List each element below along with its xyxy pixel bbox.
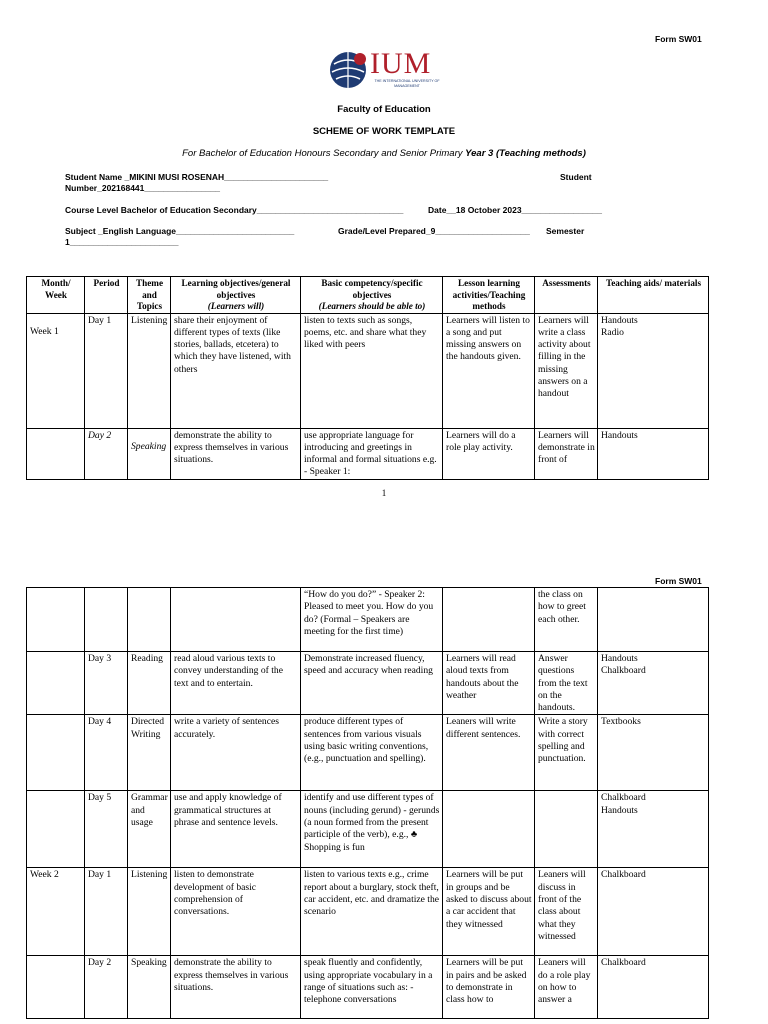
- cell-theme: [128, 588, 171, 652]
- header-period: Period: [85, 277, 128, 314]
- header-activities: Lesson learning activities/Teaching methods: [443, 277, 535, 314]
- table-row: [27, 428, 709, 479]
- header-aids: Teaching aids/ materials: [598, 277, 709, 314]
- cell-activities: Learners will listen to a song and put missing answers on the handouts given.: [443, 313, 535, 428]
- semester-value: 1_______________________: [65, 237, 179, 247]
- student-number-line: Number_202168441________________: [65, 183, 221, 193]
- logo-subtext: THE INTERNATIONAL UNIVERSITY OF MANAGEMENT: [374, 79, 440, 88]
- cell-theme: Directed Writing: [128, 715, 171, 791]
- cell-period: Day 2: [85, 428, 128, 479]
- cell-aids: Chalkboard: [598, 956, 709, 1019]
- cell-week: Week 2: [27, 868, 85, 956]
- cell-period: Day 3: [85, 652, 128, 715]
- semester-label: Semester: [546, 226, 585, 236]
- cell-activities: Leaners will write different sentences.: [443, 715, 535, 791]
- cell-activities: Learners will read aloud texts from handouts about the weather: [443, 652, 535, 715]
- cell-period: Day 1: [85, 313, 128, 428]
- cell-aids: Handouts Radio: [598, 313, 709, 428]
- cell-theme: Grammar and usage: [128, 791, 171, 868]
- cell-objectives: demonstrate the ability to express themselves in various situations.: [171, 956, 301, 1019]
- header-competency: [301, 277, 443, 314]
- cell-objectives: [171, 588, 301, 652]
- cell-week: [27, 588, 85, 652]
- cell-assessments: Leaners will discuss in front of the class about what they witnessed: [535, 868, 598, 956]
- programme-year: Year 3 (Teaching methods): [465, 148, 586, 159]
- table-row: [27, 791, 709, 868]
- header-comp-text: Basic competency/specific objectives: [321, 278, 423, 300]
- page-number: 1: [381, 488, 387, 498]
- header-lo-sub: (Learners will): [207, 301, 265, 311]
- header-theme: Theme and Topics: [128, 277, 171, 314]
- table-row: [27, 715, 709, 791]
- programme-line: [0, 148, 768, 159]
- template-title: SCHEME OF WORK TEMPLATE: [312, 126, 456, 137]
- form-id-page2: Form SW01: [655, 576, 702, 586]
- cell-week: Week 1: [27, 313, 85, 428]
- header-lo-text: Learning objectives/general objectives: [181, 278, 291, 300]
- date-line: Date__18 October 2023_________________: [428, 205, 602, 215]
- table-row: [27, 956, 709, 1019]
- cell-assessments: Leaners will do a role play on how to answer a: [535, 956, 598, 1019]
- cell-assessments: Write a story with correct spelling and punctuation.: [535, 715, 598, 791]
- header-assessments: Assessments: [535, 277, 598, 314]
- student-label: Student: [560, 172, 592, 182]
- cell-competency: “How do you do?” - Speaker 2: Pleased to meet you. How do you do? (Formal – Speakers are meeting for the first time): [301, 588, 443, 652]
- student-name-line: Student Name _MIKINI MUSI ROSENAH______________________: [65, 172, 329, 182]
- cell-aids: Handouts: [598, 428, 709, 479]
- cell-activities: Learners will be put in groups and be asked to discuss about a car accident that they witnessed: [443, 868, 535, 956]
- cell-aids: Textbooks: [598, 715, 709, 791]
- cell-competency: use appropriate language for introducing and greetings in informal and formal situations e.g. - Speaker 1:: [301, 428, 443, 479]
- header-month-week: Month/ Week: [27, 277, 85, 314]
- cell-theme: Speaking: [128, 428, 171, 479]
- cell-activities: [443, 588, 535, 652]
- scheme-table-page2: [26, 587, 709, 1019]
- cell-week: [27, 956, 85, 1019]
- cell-aids: Chalkboard Handouts: [598, 791, 709, 868]
- cell-aids: [598, 588, 709, 652]
- cell-competency: produce different types of sentences from various visuals using basic writing conventions, (e.g., punctuation and spelling).: [301, 715, 443, 791]
- cell-aids: Handouts Chalkboard: [598, 652, 709, 715]
- cell-activities: Learners will do a role play activity.: [443, 428, 535, 479]
- table-header-row: [27, 277, 709, 314]
- logo-wordmark: IUM: [370, 47, 432, 80]
- header-learning-objectives: [171, 277, 301, 314]
- faculty-title: Faculty of Education: [337, 104, 431, 115]
- course-line: Course Level Bachelor of Education Secondary_______________________________: [65, 205, 404, 215]
- table-row: [27, 652, 709, 715]
- cell-activities: Learners will be put in pairs and be asked to demonstrate in class how to: [443, 956, 535, 1019]
- cell-period: Day 1: [85, 868, 128, 956]
- cell-theme: Listening: [128, 868, 171, 956]
- cell-assessments: the class on how to greet each other.: [535, 588, 598, 652]
- form-id: Form SW01: [655, 34, 702, 44]
- cell-objectives: demonstrate the ability to express themselves in various situations.: [171, 428, 301, 479]
- programme-prefix: For Bachelor of Education Honours Secondary and Senior Primary: [182, 148, 466, 159]
- header-comp-sub: (Learners should be able to): [318, 301, 426, 311]
- cell-assessments: [535, 791, 598, 868]
- cell-period: [85, 588, 128, 652]
- cell-theme: Listening: [128, 313, 171, 428]
- cell-period: Day 2: [85, 956, 128, 1019]
- cell-week: [27, 652, 85, 715]
- scheme-table-page1: [26, 276, 709, 480]
- cell-week: [27, 791, 85, 868]
- cell-aids: Chalkboard: [598, 868, 709, 956]
- table-row: [27, 868, 709, 956]
- cell-theme: Speaking: [128, 956, 171, 1019]
- table-row: [27, 588, 709, 652]
- cell-week: [27, 428, 85, 479]
- cell-competency: identify and use different types of nouns (including gerund) - gerunds (a noun formed from the present participle of the verb), e.g., ♣ Shopping is fun: [301, 791, 443, 868]
- cell-objectives: listen to demonstrate development of basic comprehension of conversations.: [171, 868, 301, 956]
- cell-competency: speak fluently and confidently, using appropriate vocabulary in a range of situations such as: - telephone conversations: [301, 956, 443, 1019]
- cell-competency: listen to various texts e.g., crime report about a burglary, stock theft, car accident, etc. and dramatize the scenario: [301, 868, 443, 956]
- cell-objectives: share their enjoyment of different types of texts (like stories, ballads, etcetera) to which they have listened, with others: [171, 313, 301, 428]
- cell-period: Day 4: [85, 715, 128, 791]
- cell-objectives: use and apply knowledge of grammatical structures at phrase and sentence levels.: [171, 791, 301, 868]
- cell-objectives: read aloud various texts to convey understanding of the text and to entertain.: [171, 652, 301, 715]
- cell-theme: Reading: [128, 652, 171, 715]
- subject-line: Subject _English Language_________________________: [65, 226, 295, 236]
- university-logo: [326, 46, 444, 94]
- cell-period: Day 5: [85, 791, 128, 868]
- cell-assessments: Answer questions from the text on the handouts.: [535, 652, 598, 715]
- cell-objectives: write a variety of sentences accurately.: [171, 715, 301, 791]
- cell-competency: Demonstrate increased fluency, speed and accuracy when reading: [301, 652, 443, 715]
- cell-week: [27, 715, 85, 791]
- cell-competency: listen to texts such as songs, poems, etc. and share what they liked with peers: [301, 313, 443, 428]
- cell-assessments: Learners will demonstrate in front of: [535, 428, 598, 479]
- cell-assessments: Learners will write a class activity about filling in the missing answers on a handout: [535, 313, 598, 428]
- table-row: [27, 313, 709, 428]
- cell-activities: [443, 791, 535, 868]
- grade-line: Grade/Level Prepared_9____________________: [338, 226, 530, 236]
